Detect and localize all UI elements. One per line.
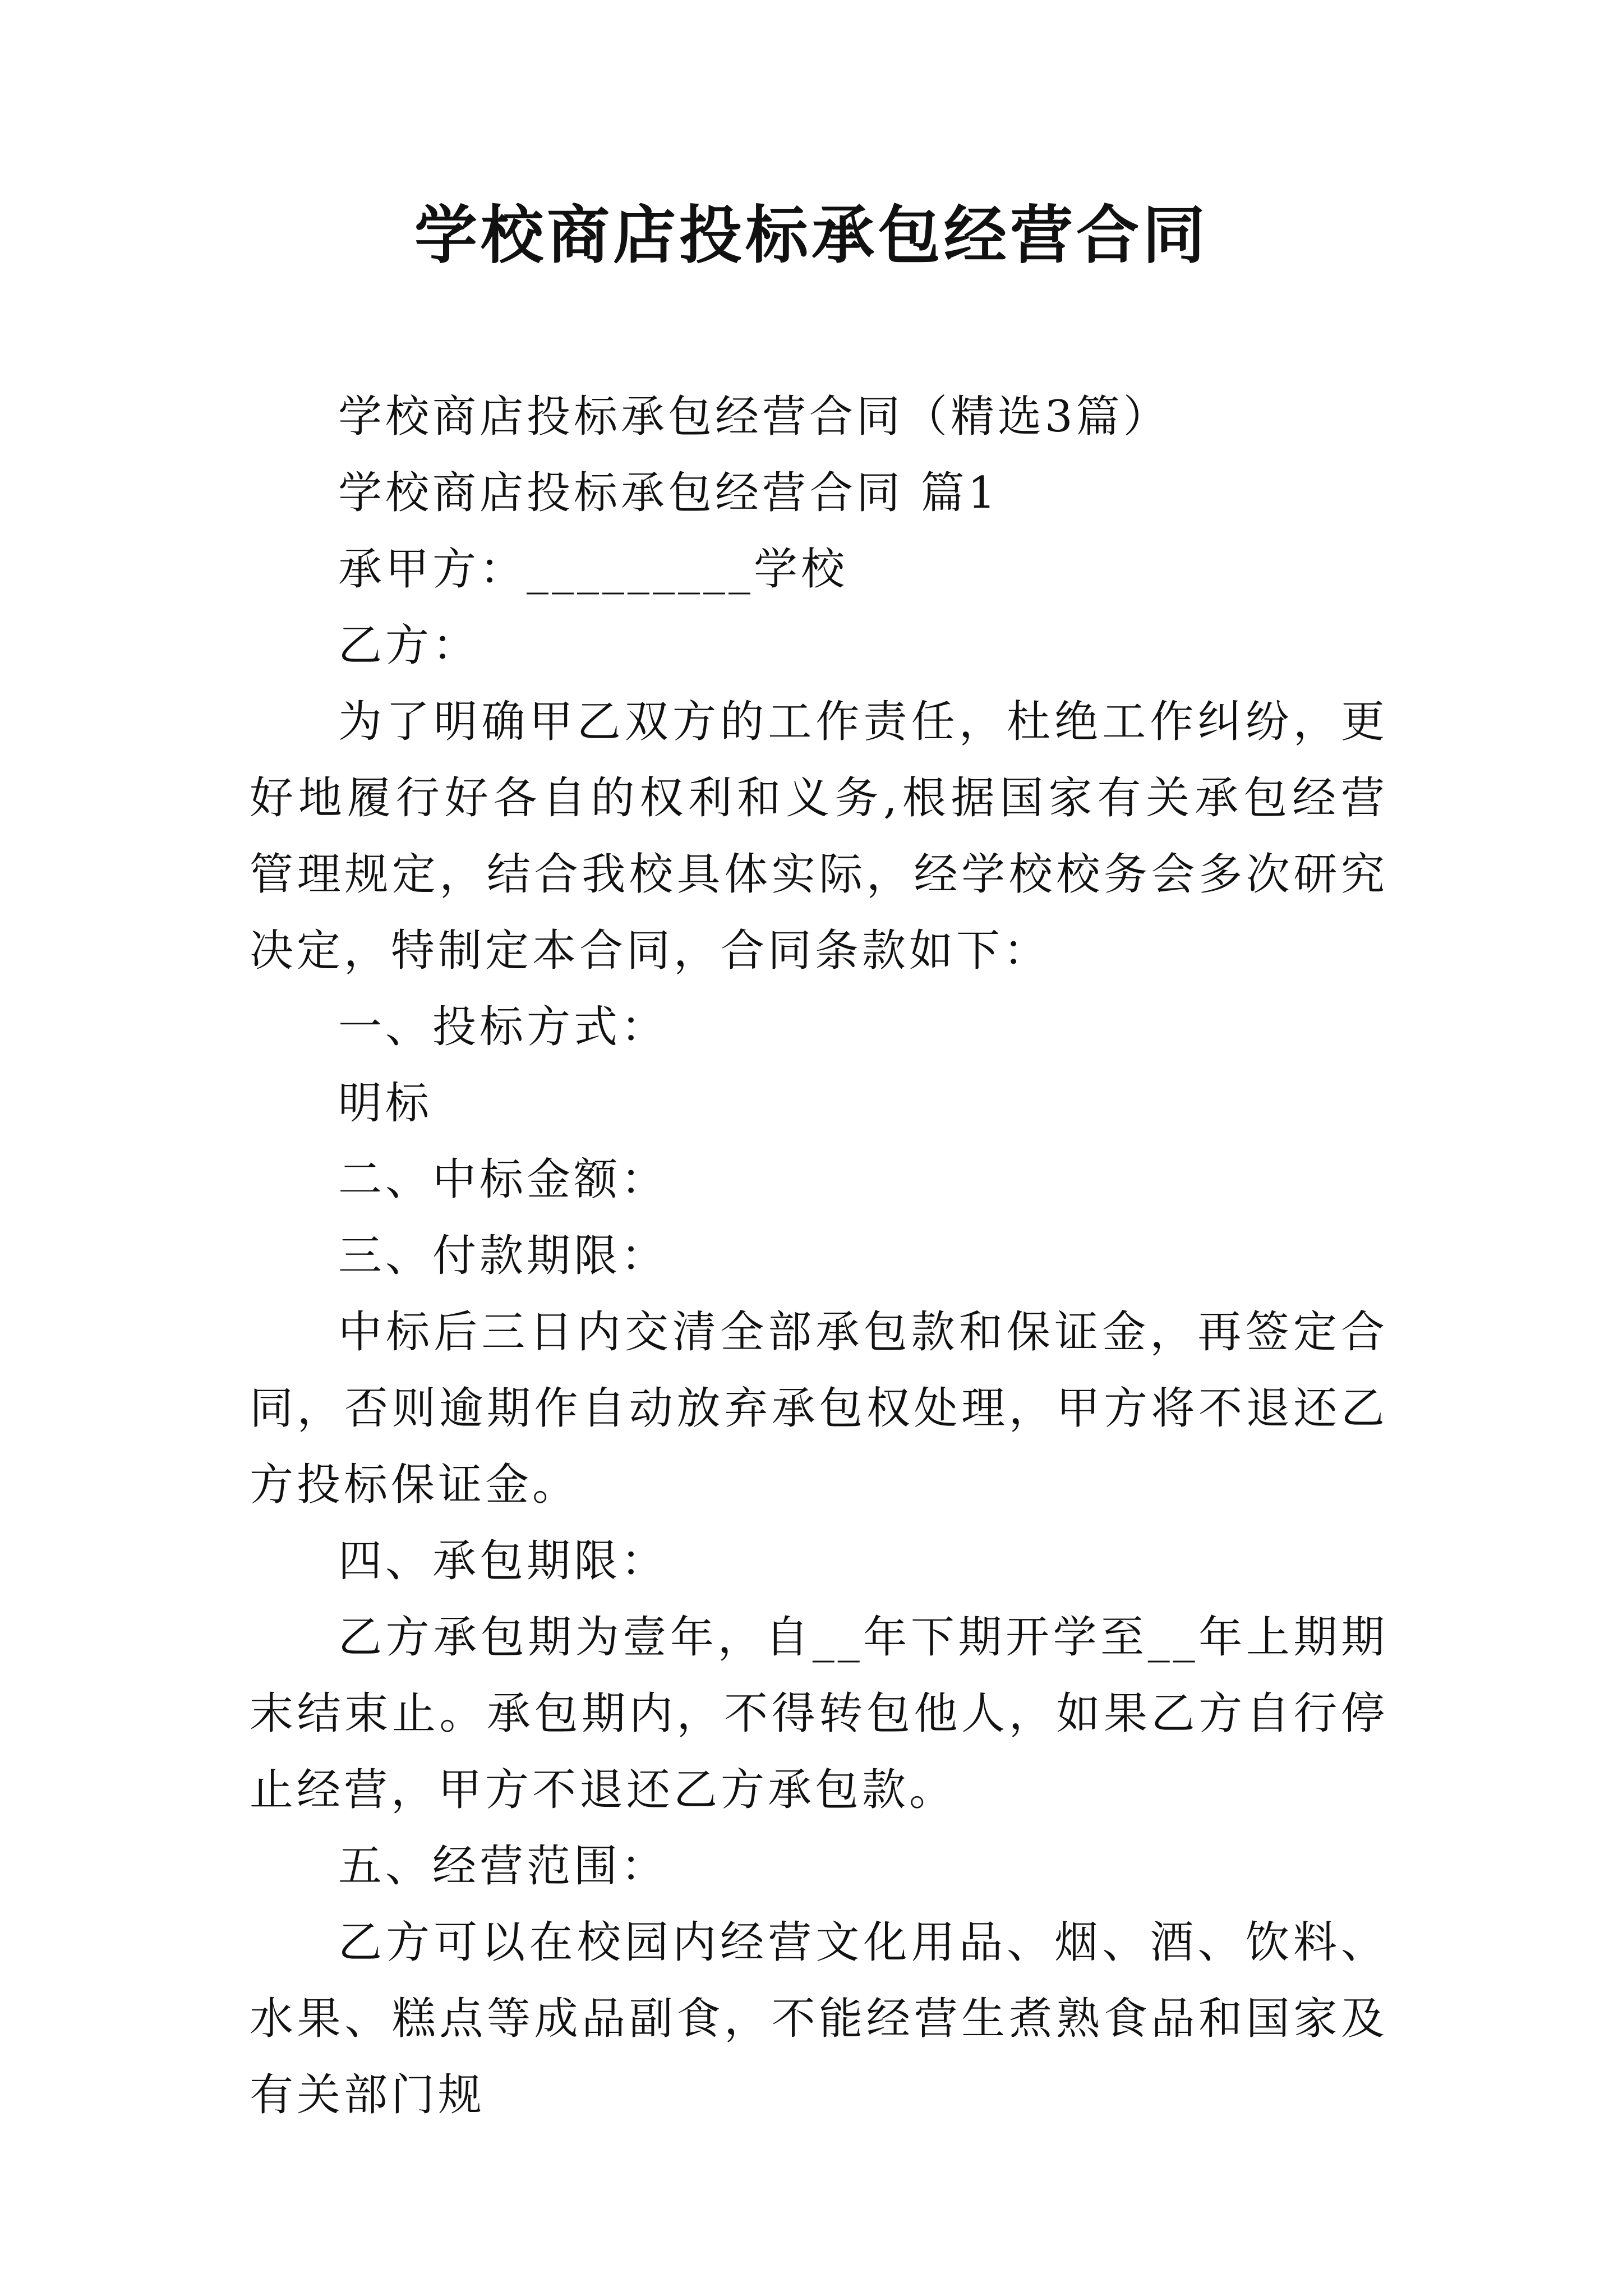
paragraph-clause-2-heading: 二、中标金额：	[338, 1154, 668, 1205]
document-title: 学校商店投标承包经营合同	[414, 199, 1209, 272]
paragraph-subtitle: 学校商店投标承包经营合同（精选3篇）	[338, 392, 1170, 442]
paragraph-clause-5-text: 乙方可以在校园内经营文化用品、烟、酒、饮料、水果、糕点等成品副食，不能经营生煮熟食品和国家及有关部门规	[250, 1917, 1388, 2120]
paragraph-preamble: 为了明确甲乙双方的工作责任，杜绝工作纠纷，更好地履行好各自的权利和义务,根据国家有关承包经营管理规定，结合我校具体实际，经学校校务会多次研究决定，特制定本合同，合同条款如下：	[250, 697, 1388, 976]
paragraph-party-a: 承甲方：_________学校	[338, 544, 849, 595]
paragraph-section-heading: 学校商店投标承包经营合同 篇1	[338, 468, 999, 518]
document-body	[250, 379, 1388, 2133]
paragraph-party-b: 乙方：	[338, 620, 480, 671]
paragraph-clause-5-heading: 五、经营范围：	[338, 1841, 668, 1892]
paragraph-clause-1-heading: 一、投标方式：	[338, 1002, 668, 1052]
paragraph-clause-1-text: 明标	[338, 1078, 433, 1129]
paragraph-clause-4-text: 乙方承包期为壹年，自__年下期开学至__年上期期末结束止。承包期内，不得转包他人，如果乙方自行停止经营，甲方不退还乙方承包款。	[250, 1612, 1388, 1815]
paragraph-clause-3-heading: 三、付款期限：	[338, 1231, 668, 1281]
paragraph-clause-3-text: 中标后三日内交清全部承包款和保证金，再签定合同，否则逾期作自动放弃承包权处理，甲方将不退还乙方投标保证金。	[250, 1307, 1388, 1510]
paragraph-clause-4-heading: 四、承包期限：	[338, 1536, 668, 1586]
